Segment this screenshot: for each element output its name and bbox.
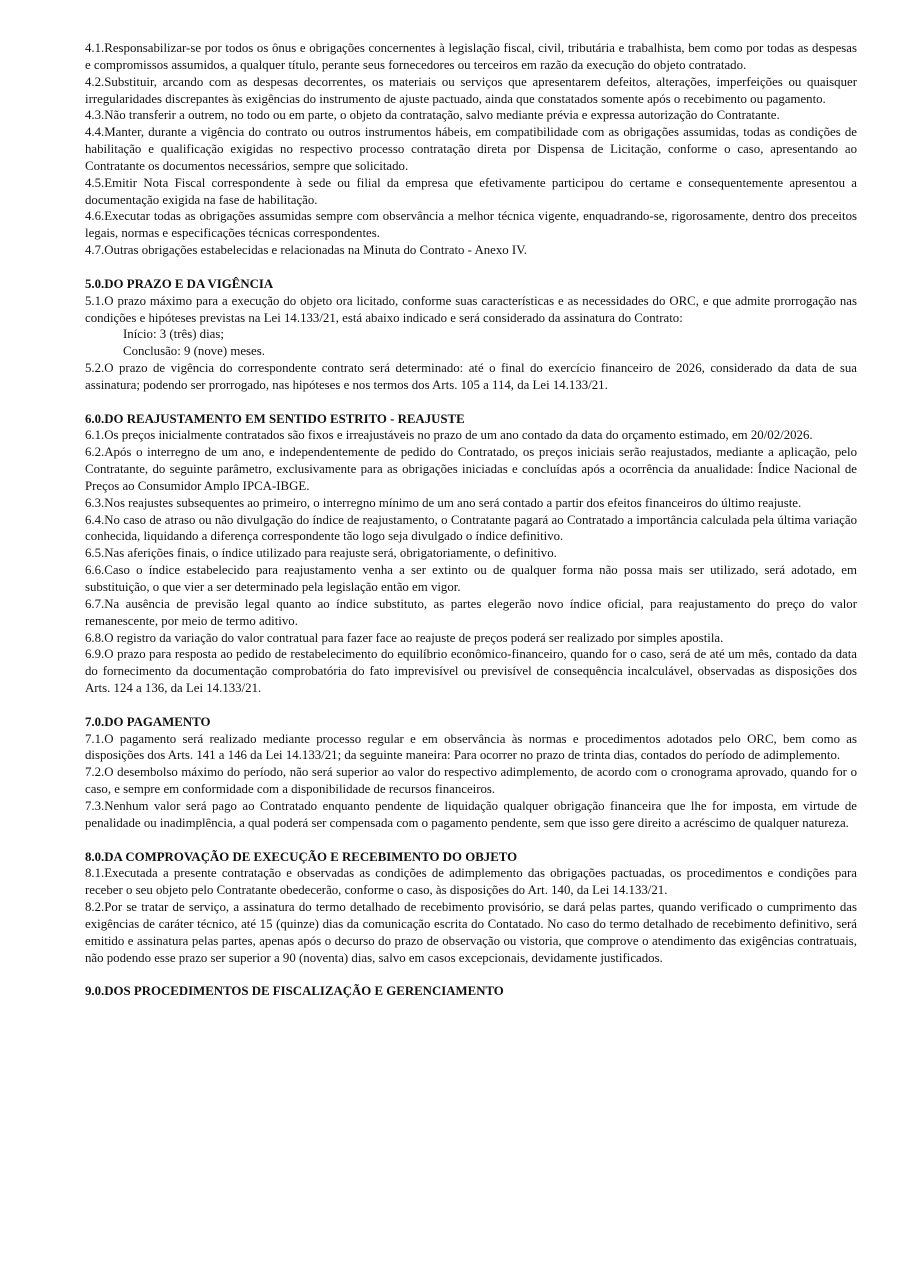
section-6-heading: 6.0.DO REAJUSTAMENTO EM SENTIDO ESTRITO - REAJUSTE	[85, 411, 465, 426]
clause-5-1-conclusao: Conclusão: 9 (nove) meses.	[123, 344, 265, 359]
clause-6-4: 6.4.No caso de atraso ou não divulgação do índice de reajustamento, o Contratante pagará ao Contratado a importância calculada pela última variação conhecida, liquidando a diferença correspondente tão logo seja divulgado o índice definitivo.	[85, 512, 857, 544]
clause-7-2: 7.2.O desembolso máximo do período, não será superior ao valor do respectivo adimplemento, de acordo com o cronograma aprovado, quando for o caso, e sempre em conformidade com a disponibilidade de recursos financeiros.	[85, 765, 857, 797]
clause-6-9: 6.9.O prazo para resposta ao pedido de restabelecimento do equilíbrio econômico-financeiro, quando for o caso, será de até um mês, contado da data do fornecimento da documentação comprobatória do fato imprevisível ou previsível de consequência incalculável, observadas as disposições dos Arts. 124 a 136, da Lei 14.133/21.	[85, 647, 857, 696]
clause-4-4: 4.4.Manter, durante a vigência do contrato ou outros instrumentos hábeis, em compatibilidade com as obrigações assumidas, todas as condições de habilitação e qualificação exigidas no respectivo processo contratação direta por Dispensa de Licitação, conforme o caso, apresentando ao Contratante os documentos necessários, sempre que solicitado.	[85, 125, 857, 173]
clause-5-2: 5.2.O prazo de vigência do correspondente contrato será determinado: até o final do exercício financeiro de 2026, considerado da data de sua assinatura; podendo ser prorrogado, nas hipóteses e nos termos dos Arts. 105 a 114, da Lei 14.133/21.	[85, 361, 857, 392]
clause-4-3: 4.3.Não transferir a outrem, no todo ou em parte, o objeto da contratação, salvo mediante prévia e expressa autorização do Contratante.	[85, 108, 780, 123]
clause-6-8: 6.8.O registro da variação do valor contratual para fazer face ao reajuste de preços poderá ser realizado por simples apostila.	[85, 630, 724, 645]
clause-6-5: 6.5.Nas aferições finais, o índice utilizado para reajuste será, obrigatoriamente, o definitivo.	[85, 546, 557, 561]
section-8-heading: 8.0.DA COMPROVAÇÃO DE EXECUÇÃO E RECEBIMENTO DO OBJETO	[85, 849, 518, 864]
clause-6-3: 6.3.Nos reajustes subsequentes ao primeiro, o interregno mínimo de um ano será contado a partir dos efeitos financeiros do último reajuste.	[85, 495, 802, 510]
clause-6-2: 6.2.Após o interregno de um ano, e independentemente de pedido do Contratado, os preços iniciais serão reajustados, mediante a aplicação, pelo Contratante, do seguinte parâmetro, exclusivamente para as obrigações iniciadas e concluídas após a ocorrência da anualidade: Índice Nacional de Preços ao Consumidor Amplo IPCA-IBGE.	[85, 445, 857, 493]
clause-4-2: 4.2.Substituir, arcando com as despesas decorrentes, os materiais ou serviços que apresentarem defeitos, alterações, imperfeições ou quaisquer irregularidades discrepantes às exigências do instrumento de ajuste pactuado, ainda que constatados somente após o recebimento ou pagamento.	[85, 74, 857, 106]
clause-4-6: 4.6.Executar todas as obrigações assumidas sempre com observância a melhor técnica vigente, enquadrando-se, rigorosamente, dentro dos preceitos legais, normas e especificações técnicas correspondentes.	[85, 209, 857, 241]
section-9-heading: 9.0.DOS PROCEDIMENTOS DE FISCALIZAÇÃO E GERENCIAMENTO	[85, 984, 504, 999]
clause-4-1: 4.1.Responsabilizar-se por todos os ônus e obrigações concernentes à legislação fiscal, civil, tributária e trabalhista, bem como por todas as despesas e compromissos assumidos, a qualquer título, perante seus fornecedores ou terceiros em razão da execução do objeto contratado.	[85, 41, 857, 72]
clause-8-1: 8.1.Executada a presente contratação e observadas as condições de adimplemento das obrigações pactuadas, os procedimentos e condições para receber o seu objeto pelo Contratante obedecerão, conforme o caso, às disposições do Art. 140, da Lei 14.133/21.	[85, 866, 857, 898]
clause-5-1: 5.1.O prazo máximo para a execução do objeto ora licitado, conforme suas características e as necessidades do ORC, e que admite prorrogação nas condições e hipóteses previstas na Lei 14.133/21, está abaixo indicado e será considerado da assinatura do Contrato:	[85, 293, 857, 325]
clause-6-7: 6.7.Na ausência de previsão legal quanto ao índice substituto, as partes elegerão novo índice oficial, para reajustamento do preço do valor remanescente, por meio de termo aditivo.	[85, 596, 857, 628]
document-page	[85, 40, 857, 1000]
clause-7-3: 7.3.Nenhum valor será pago ao Contratado enquanto pendente de liquidação qualquer obrigação financeira que lhe for imposta, em virtude de penalidade ou inadimplência, a qual poderá ser compensada com o pagamento pendente, sem que isso gere direito a acréscimo de qualquer natureza.	[85, 798, 857, 830]
clause-4-5: 4.5.Emitir Nota Fiscal correspondente à sede ou filial da empresa que efetivamente participou do certame e consequentemente apresentou a documentação exigida na fase de habilitação.	[85, 175, 857, 207]
clause-6-6: 6.6.Caso o índice estabelecido para reajustamento venha a ser extinto ou de qualquer forma não possa mais ser utilizado, será adotado, em substituição, o que vier a ser determinado pela legislação então em vigor.	[85, 563, 857, 594]
clause-4-7: 4.7.Outras obrigações estabelecidas e relacionadas na Minuta do Contrato - Anexo IV.	[85, 243, 528, 258]
section-5-heading: 5.0.DO PRAZO E DA VIGÊNCIA	[85, 276, 274, 291]
clause-5-1-inicio: Início: 3 (três) dias;	[123, 327, 224, 342]
clause-6-1: 6.1.Os preços inicialmente contratados são fixos e irreajustáveis no prazo de um ano contado da data do orçamento estimado, em 20/02/2026.	[85, 428, 813, 443]
section-7-heading: 7.0.DO PAGAMENTO	[85, 714, 211, 729]
clause-7-1: 7.1.O pagamento será realizado mediante processo regular e em observância às normas e procedimentos adotados pelo ORC, bem como as disposições dos Arts. 141 a 146 da Lei 14.133/21; da seguinte maneira: Para ocorrer no prazo de trinta dias, contados do período de adimplemento.	[85, 731, 857, 763]
clause-8-2: 8.2.Por se tratar de serviço, a assinatura do termo detalhado de recebimento provisório, se dará pelas partes, quando verificado o cumprimento das exigências de caráter técnico, até 15 (quinze) dias da comunicação escrita do Contatado. No caso do termo detalhado de recebimento definitivo, será emitido e assinatura pelas partes, apenas após o decurso do prazo de observação ou vistoria, que comprove o atendimento das exigências contratuais, não podendo esse prazo ser superior a 90 (noventa) dias, salvo em casos excepcionais, devidamente justificados.	[85, 900, 857, 965]
